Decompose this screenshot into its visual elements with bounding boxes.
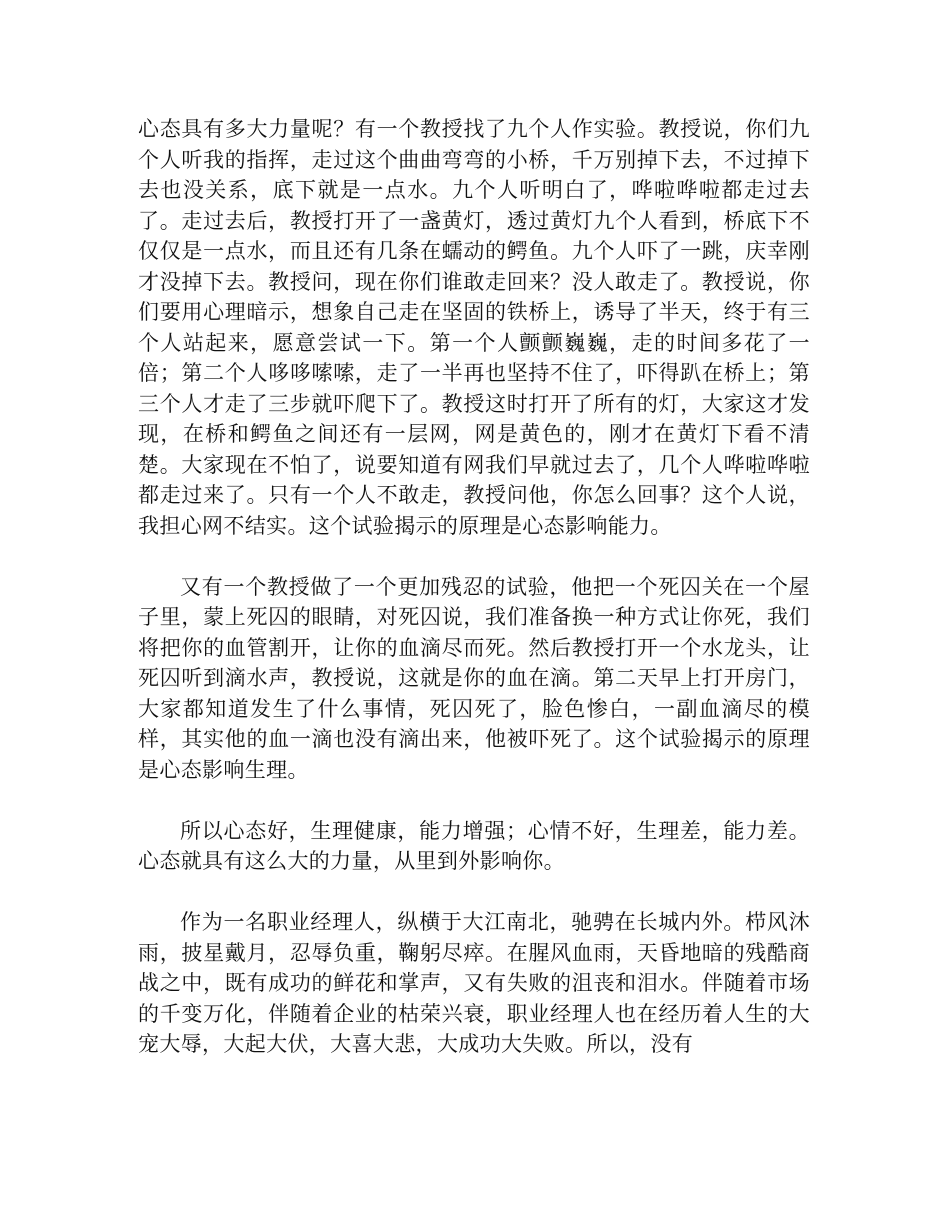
paragraph-2: 又有一个教授做了一个更加残忍的试验，他把一个死囚关在一个屋子里，蒙上死囚的眼睛，对死囚说，我们准备换一种方式让你死，我们将把你的血管割开，让你的血滴尽而死。然后教授打开一个水龙头，让死囚听到滴水声，教授说，这就是你的血在滴。第二天早上打开房门，大家都知道发生了什么事情，死囚死了，脸色惨白，一副血滴尽的模样，其实他的血一滴也没有滴出来，他被吓死了。这个试验揭示的原理是心态影响生理。 (138, 574, 810, 782)
paragraph-4: 作为一名职业经理人，纵横于大江南北，驰骋在长城内外。栉风沐雨，披星戴月，忍辱负重，鞠躬尽瘁。在腥风血雨，天昏地暗的残酷商战之中，既有成功的鲜花和掌声，又有失败的沮丧和泪水。伴随着市场的千变万化，伴随着企业的枯荣兴衰，职业经理人也在经历着人生的大宠大辱，大起大伏，大喜大悲，大成功大失败。所以，没有 (138, 910, 810, 1056)
document-body (138, 114, 810, 1090)
paragraph-3: 所以心态好，生理健康，能力增强；心情不好，生理差，能力差。心态就具有这么大的力量，从里到外影响你。 (138, 818, 810, 873)
paragraph-1: 心态具有多大力量呢？有一个教授找了九个人作实验。教授说，你们九个人听我的指挥，走过这个曲曲弯弯的小桥，千万别掉下去，不过掉下去也没关系，底下就是一点水。九个人听明白了，哗啦哗啦都走过去了。走过去后，教授打开了一盏黄灯，透过黄灯九个人看到，桥底下不仅仅是一点水，而且还有几条在蠕动的鳄鱼。九个人吓了一跳，庆幸刚才没掉下去。教授问，现在你们谁敢走回来？没人敢走了。教授说，你们要用心理暗示，想象自己走在坚固的铁桥上，诱导了半天，终于有三个人站起来，愿意尝试一下。第一个人颤颤巍巍，走的时间多花了一倍；第二个人哆哆嗦嗦，走了一半再也坚持不住了，吓得趴在桥上；第三个人才走了三步就吓爬下了。教授这时打开了所有的灯，大家这才发现，在桥和鳄鱼之间还有一层网，网是黄色的，刚才在黄灯下看不清楚。大家现在不怕了，说要知道有网我们早就过去了，几个人哗啦哗啦都走过来了。只有一个人不敢走，教授问他，你怎么回事？这个人说，我担心网不结实。这个试验揭示的原理是心态影响能力。 (138, 117, 810, 538)
